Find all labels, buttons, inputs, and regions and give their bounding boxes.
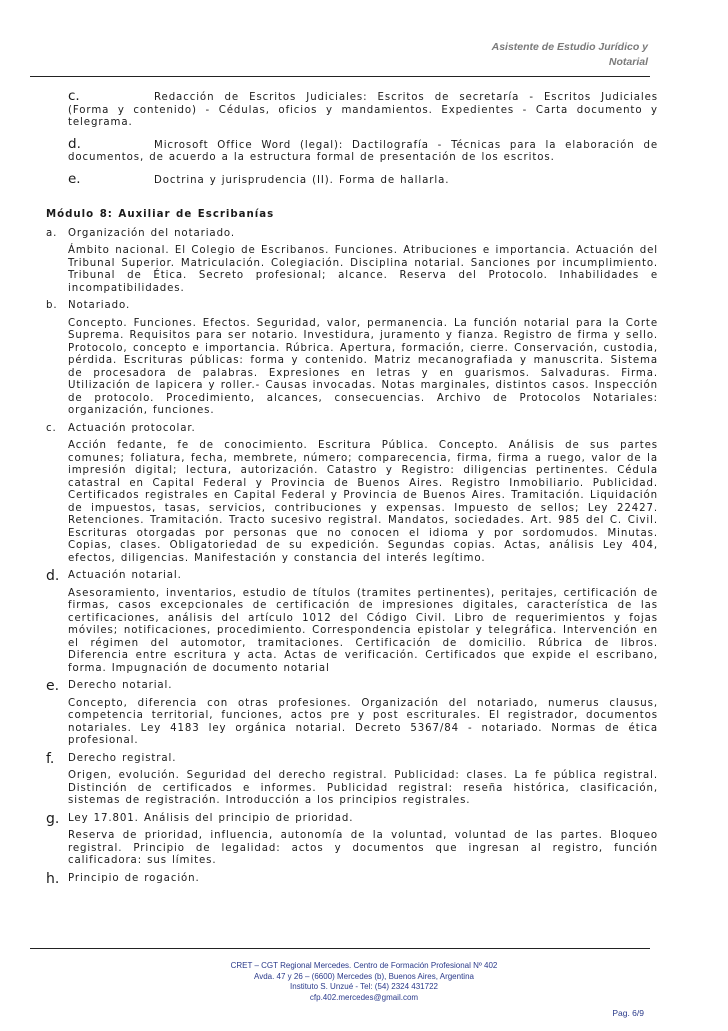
section-body: Concepto, diferencia con otras profesiones. Organización del notariado, numerus clausus, competencia territorial, funciones, actos pre y post escriturales. El registrador, documentos notariales. Ley 4183 ley orgánica notarial. Decreto 5367/84 - notariado. Normas de ética profesional. — [68, 697, 658, 746]
footer-line3: Instituto S. Unzué - Tel: (54) 2324 431722 — [290, 982, 438, 991]
subitem-text: Doctrina y jurisprudencia (II). Forma de hallarla. — [154, 174, 450, 186]
module-section — [46, 423, 658, 566]
document-header — [492, 40, 648, 70]
subitem — [68, 170, 658, 188]
subitem-letter: c. — [68, 88, 80, 104]
subitem-letter: d. — [68, 135, 81, 152]
subitem-text: Microsoft Office Word (legal): Dactilografía - Técnicas para la elaboración de documentos, de acuerdo a la estructura formal de presentación de los escritos. — [68, 139, 658, 163]
module-section — [46, 680, 658, 748]
section-heading — [46, 750, 658, 767]
section-title: Principio de rogación. — [68, 872, 200, 884]
section-body: Asesoramiento, inventarios, estudio de títulos (tramites pertinentes), peritajes, certificación de firmas, casos excepcionales de certificación de impresiones digitales, característica de las certificaciones, análisis del artículo 1012 del Código Civil. Libro de requerimientos y fojas móviles; notificaciones, procedimiento. Correspondencia epistolar y telegráfica. Intervención en el régimen del automotor, tramitaciones. Certificación de domicilio. Rúbrica de libros. Diferencia entre escritura y acta. Actas de verificación. Certificados que expide el escribano, forma. Impugnación de documento notarial — [68, 587, 658, 674]
section-body: Reserva de prioridad, influencia, autonomía de la voluntad, voluntad de las partes. Bloqueo registral. Principio de legalidad: actos y documentos que ingresan al registro, función calificadora: sus límites. — [68, 830, 658, 866]
section-title: Derecho notarial. — [68, 680, 173, 691]
section-title: Ley 17.801. Análisis del principio de prioridad. — [68, 812, 354, 824]
module-section — [46, 810, 658, 868]
section-heading — [46, 423, 658, 436]
section-letter: h. — [46, 870, 60, 887]
section-heading — [46, 810, 658, 827]
section-title: Actuación notarial. — [68, 570, 182, 581]
section-heading — [46, 870, 658, 887]
section-letter: c. — [46, 422, 57, 434]
header-title-line2: Notarial — [608, 56, 648, 68]
header-divider — [30, 76, 650, 77]
section-letter: b. — [46, 300, 58, 311]
module-section — [46, 570, 658, 675]
document-footer — [0, 961, 728, 1003]
header-title-line1: Asistente de Estudio Jurídico y — [491, 41, 648, 53]
module-title: Módulo 8: Auxiliar de Escribanías — [46, 209, 275, 220]
section-title: Actuación protocolar. — [68, 422, 196, 434]
footer-divider — [30, 948, 650, 949]
section-heading — [46, 680, 658, 693]
section-body: Origen, evolución. Seguridad del derecho registral. Publicidad: clases. La fe pública registral. Distinción de certificados e informes. Publicidad registral: reseña histórica, clasificación, sistemas de registración. Introducción a los principios registrales. — [68, 770, 658, 806]
footer-email: cfp.402.mercedes@gmail.com — [309, 992, 419, 1002]
footer-line2: Avda. 47 y 26 – (6600) Mercedes (b), Buenos Aires, Argentina — [254, 971, 474, 981]
module-section — [46, 750, 658, 808]
section-body: Concepto. Funciones. Efectos. Seguridad, valor, permanencia. La función notarial para la Corte Suprema. Requisitos para ser notario. Investidura, juramento y fianza. Registro de firma y sello. Protocolo, concepto e importancia. Rúbrica. Apertura, formación, cierre. Conservación, custodia, pérdida. Escrituras públicas: forma y contenido. Matriz mecanografiada y manuscrita. Sistema de procesadora de palabras. Expresiones en letras y en guarismos. Salvaduras. Firma. Utilización de lapicera y roller.- Causas invocadas. Notas marginales, distintos casos. Inspección de protocolo. Procedimiento, alcances, consecuencias. Archivo de Protocolos Notariales: organización, funciones. — [68, 317, 658, 416]
section-body: Acción fedante, fe de conocimiento. Escritura Pública. Concepto. Análisis de sus partes comunes; foliatura, fecha, membrete, número; comparecencia, firma, firma a ruego, valor de la impresión digital; lectura, autorización. Catastro y Registro: diligencias pertinentes. Cédula catastral en Capital Federal y Provincia de Buenos Aires. Registro Inmobiliario. Publicidad. Certificados registrales en Capital Federal y Provincia de Buenos Aires. Tramitación. Liquidación de impuestos, tasas, servicios, contribuciones y expensas. Impuesto de sellos; Ley 22427. Retenciones. Tramitación. Tracto sucesivo registral. Mandatos, sociedades. Art. 985 del C. Civil. Escrituras otorgadas por personas que no conocen el idioma y por sordomudos. Minutas. Copias, clases. Obligatoriedad de su expedición. Segundas copias. Actas, análisis Ley 404, efectos, diligencias. Manifestación y constancia del interés legítimo. — [68, 440, 658, 564]
section-title: Notariado. — [68, 300, 131, 311]
footer-line1: CRET – CGT Regional Mercedes. Centro de Formación Profesional Nº 402 — [230, 961, 498, 970]
section-heading — [46, 300, 658, 313]
module-section — [46, 300, 658, 418]
page-number: Pag. 6/9 — [612, 1008, 644, 1018]
section-title: Organización del notariado. — [68, 227, 236, 239]
section-letter: d. — [46, 568, 60, 584]
subitem-letter: e. — [68, 170, 81, 187]
subitem — [68, 135, 658, 165]
subitem-text: Redacción de Escritos Judiciales: Escritos de secretaría - Escritos Judiciales (Forma y contenido) - Cédulas, oficios y mandamientos. Expedientes - Carta documento y telegrama. — [68, 92, 658, 128]
section-heading — [46, 570, 658, 583]
module-section — [46, 228, 658, 296]
section-body: Ámbito nacional. El Colegio de Escribanos. Funciones. Atribuciones e importancia. Actuación del Tribunal Superior. Matriculación. Colegiación. Disciplina notarial. Sanciones por incumplimiento. Tribunal de Ética. Secreto profesional; alcance. Reserva del Protocolo. Inhabilidades e incompatibilidades. — [68, 245, 658, 294]
module-section — [46, 870, 658, 887]
section-heading — [46, 228, 658, 241]
section-letter: f. — [46, 750, 55, 767]
section-letter: e. — [46, 678, 60, 694]
section-letter: g. — [46, 810, 60, 827]
section-letter: a. — [46, 227, 58, 239]
document-body — [46, 90, 658, 890]
section-title: Derecho registral. — [68, 752, 177, 764]
subitem — [68, 90, 658, 130]
